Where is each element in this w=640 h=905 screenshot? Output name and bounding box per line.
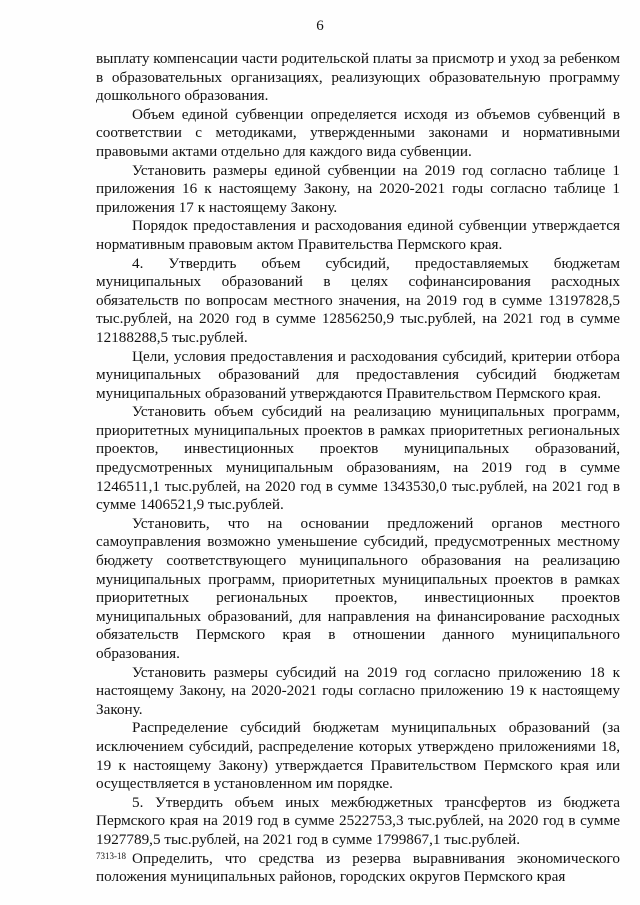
- paragraph-8: Установить, что на основании предложений органов местного самоуправления возможно уменьшение субсидий, предусмотренных местному бюджету соответствующего муниципального образования на реализацию муниципальных программ, приоритетных муниципальных проектов в рамках приоритетных региональных проектов, инвестиционных проектов муниципальных образований, для направления на финансирование расходных обязательств Пермского края в отношении данного муниципального образования.: [96, 514, 620, 662]
- paragraph-10: Распределение субсидий бюджетам муниципальных образований (за исключением субсидий, распределение которых утверждено приложениями 18, 19 к настоящему Закону) утверждается Правительством Пермского края или осуществляется в установленном им порядке.: [96, 719, 620, 793]
- paragraph-11: 5. Утвердить объем иных межбюджетных трансфертов из бюджета Пермского края на 2019 год в сумме 2522753,3 тыс.рублей, на 2020 год в сумме 1927789,5 тыс.рублей, на 2021 год в сумме 1799867,1 тыс.рублей.: [96, 793, 620, 848]
- document-body: [96, 50, 620, 887]
- paragraph-3: Установить размеры единой субвенции на 2019 год согласно таблице 1 приложения 16 к настоящему Закону, на 2020-2021 годы согласно таблице 1 приложения 17 к настоящему Закону.: [96, 161, 620, 216]
- paragraph-5: 4. Утвердить объем субсидий, предоставляемых бюджетам муниципальных образований в целях софинансирования расходных обязательств по вопросам местного значения, на 2019 год в сумме 13197828,5 тыс.рублей, на 2020 год в сумме 12856250,9 тыс.рублей, на 2021 год в сумме 12188288,5 тыс.рублей.: [96, 254, 620, 346]
- paragraph-7: Установить объем субсидий на реализацию муниципальных программ, приоритетных муниципальных проектов в рамках приоритетных региональных проектов, инвестиционных проектов муниципальных образований, предусмотренных муниципальным образованиям, на 2019 год в сумме 1246511,1 тыс.рублей, на 2020 год в сумме 1343530,0 тыс.рублей, на 2021 год в сумме 1406521,9 тыс.рублей.: [96, 403, 620, 514]
- paragraph-9: Установить размеры субсидий на 2019 год согласно приложению 18 к настоящему Закону, на 2020-2021 годы согласно приложению 19 к настоящему Закону.: [96, 663, 620, 718]
- document-code: 7313-18: [96, 851, 126, 861]
- paragraph-6: Цели, условия предоставления и расходования субсидий, критерии отбора муниципальных образований для предоставления субсидий бюджетам муниципальных образований утверждаются Правительством Пермского края.: [96, 347, 620, 402]
- paragraph-1: выплату компенсации части родительской платы за присмотр и уход за ребенком в образовательных организациях, реализующих образовательную программу дошкольного образования.: [96, 50, 620, 105]
- paragraph-12: Определить, что средства из резерва выравнивания экономического положения муниципальных районов, городских округов Пермского края: [96, 849, 620, 886]
- paragraph-4: Порядок предоставления и расходования единой субвенции утверждается нормативным правовым актом Правительства Пермского края.: [96, 217, 620, 253]
- paragraph-2: Объем единой субвенции определяется исходя из объемов субвенций в соответствии с методиками, утвержденными законами и нормативными правовыми актами отдельно для каждого вида субвенции.: [96, 105, 620, 160]
- page-number: 6: [316, 18, 324, 34]
